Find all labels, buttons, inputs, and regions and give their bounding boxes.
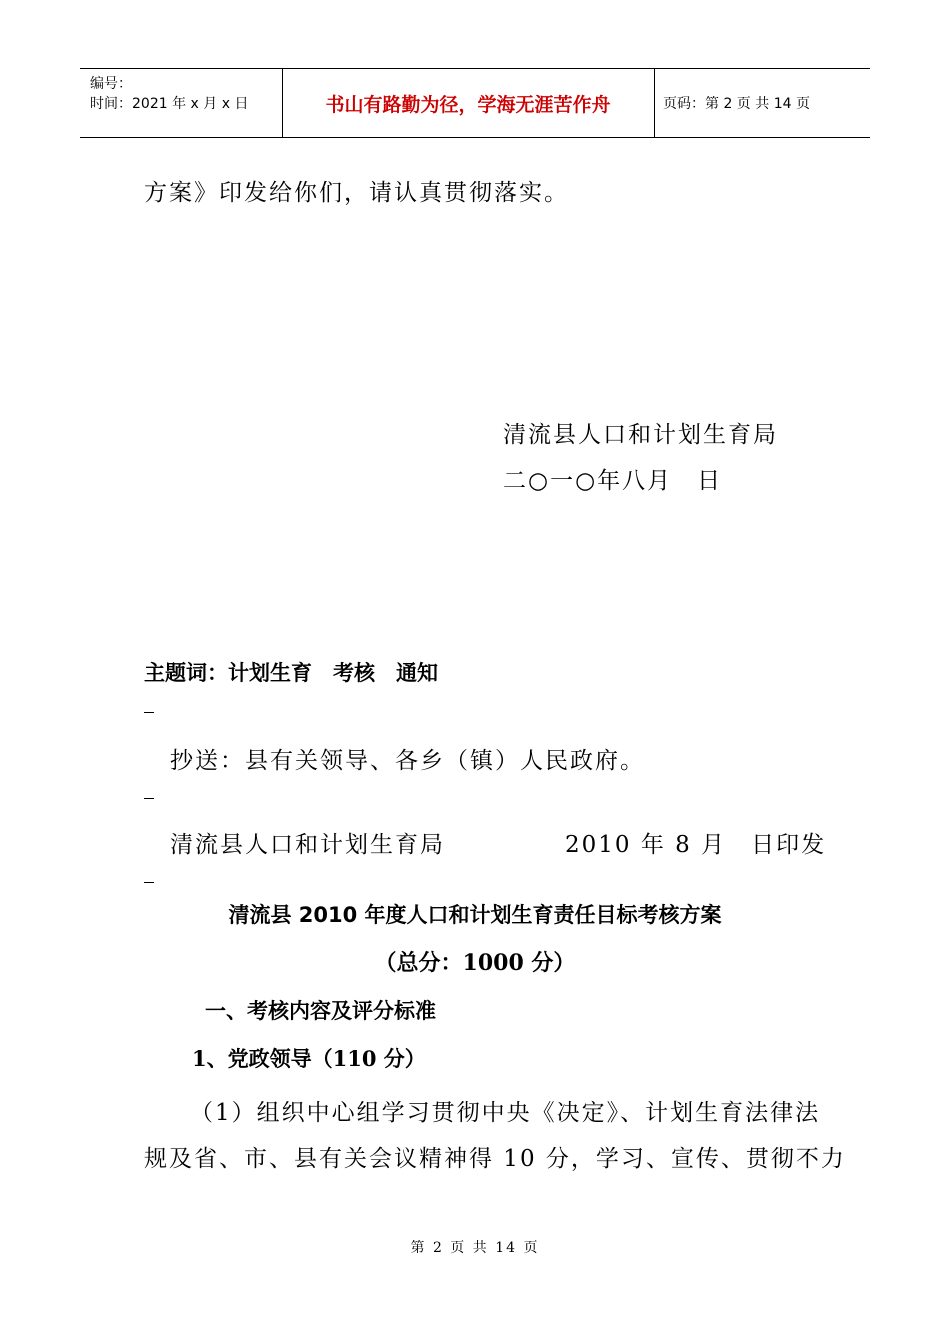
continuation-line: 方案》印发给你们，请认真贯彻落实。 (144, 180, 569, 206)
page-header (80, 68, 870, 138)
signature-date: 二○一○年八月 日 (503, 468, 723, 494)
document-subtitle: （总分：1000 分） (374, 950, 576, 976)
header-page-info: 页码：第 2 页 共 14 页 (663, 96, 810, 112)
number-label: 编号： (90, 76, 132, 92)
separator-2 (144, 798, 154, 799)
cc-line: 抄送：县有关领导、各乡（镇）人民政府。 (170, 748, 645, 774)
separator-1 (144, 712, 154, 713)
separator-3 (144, 882, 154, 883)
motto-text: 书山有路勤为径，学海无涯苦作舟 (325, 93, 611, 116)
page-footer: 第 2 页 共 14 页 (410, 1240, 540, 1256)
section-heading: 一、考核内容及评分标准 (205, 999, 436, 1023)
signature-org: 清流县人口和计划生育局 (503, 422, 778, 448)
issuer-line: 清流县人口和计划生育局 (170, 832, 445, 858)
subsection-heading: 1、党政领导（110 分） (192, 1046, 426, 1071)
header-page-cell (655, 69, 870, 137)
header-motto-cell (282, 69, 655, 137)
issue-date: 2010 年 8 月 日印发 (565, 832, 827, 858)
header-meta-cell (80, 69, 283, 137)
document-title: 清流县 2010 年度人口和计划生育责任目标考核方案 (228, 903, 722, 927)
paragraph-line-1: （1）组织中心组学习贯彻中央《决定》、计划生育法律法 (190, 1100, 821, 1126)
keywords-line: 主题词：计划生育 考核 通知 (144, 661, 438, 685)
paragraph-line-2: 规及省、市、县有关会议精神得 10 分，学习、宣传、贯彻不力 (144, 1146, 846, 1172)
time-label: 时间：2021 年 x 月 x 日 (90, 96, 249, 112)
